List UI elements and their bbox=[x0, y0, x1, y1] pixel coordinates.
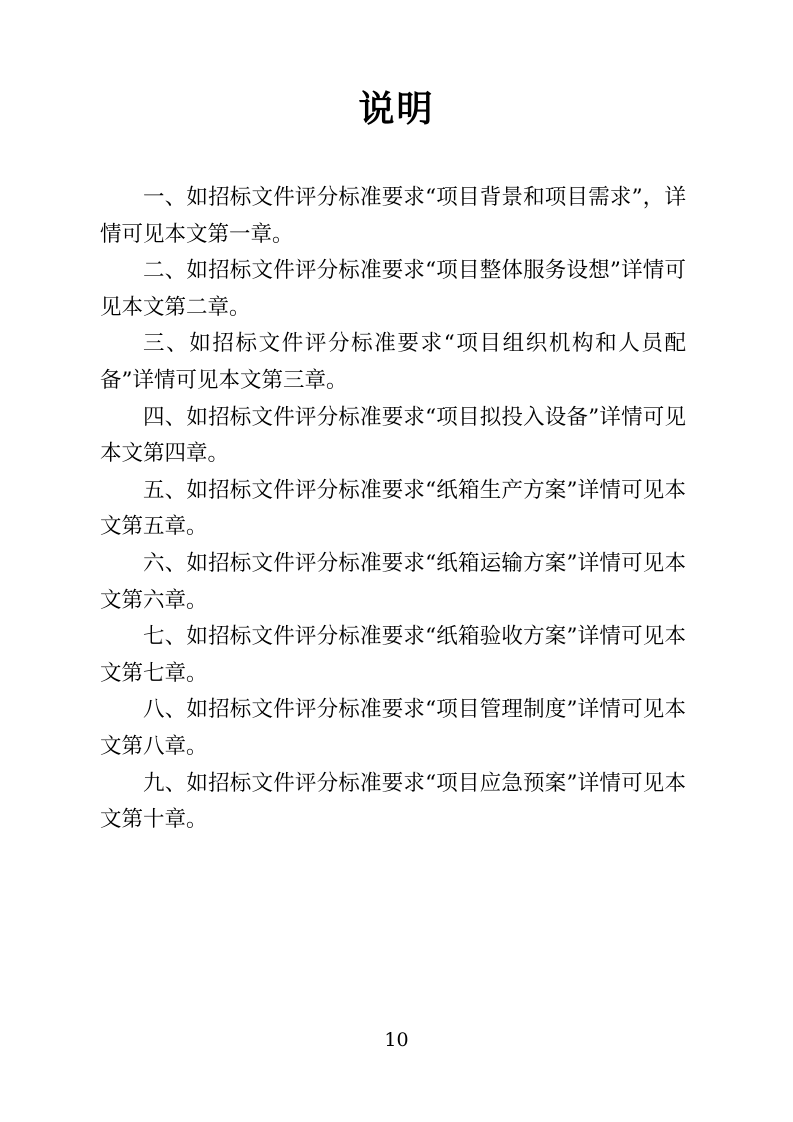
paragraph-4: 四、如招标文件评分标准要求“项目拟投入设备”详情可见本文第四章。 bbox=[100, 404, 686, 467]
paragraph-2: 二、如招标文件评分标准要求“项目整体服务设想”详情可见本文第二章。 bbox=[100, 258, 686, 320]
document-body bbox=[100, 180, 686, 839]
page-title: 说明 bbox=[358, 89, 435, 130]
paragraph-3: 三、如招标文件评分标准要求“项目组织机构和人员配备”详情可见本文第三章。 bbox=[100, 331, 686, 393]
paragraph-9: 九、如招标文件评分标准要求“项目应急预案”详情可见本文第十章。 bbox=[100, 770, 686, 833]
paragraph-1: 一、如招标文件评分标准要求“项目背景和项目需求”，详情可见本文第一章。 bbox=[100, 185, 686, 247]
paragraph-8: 八、如招标文件评分标准要求“项目管理制度”详情可见本文第八章。 bbox=[100, 697, 686, 759]
paragraph-7: 七、如招标文件评分标准要求“纸箱验收方案”详情可见本文第七章。 bbox=[100, 624, 686, 686]
paragraph-5: 五、如招标文件评分标准要求“纸箱生产方案”详情可见本文第五章。 bbox=[100, 477, 686, 540]
paragraph-6: 六、如招标文件评分标准要求“纸箱运输方案”详情可见本文第六章。 bbox=[100, 550, 686, 613]
page-number: 10 bbox=[384, 1029, 409, 1051]
